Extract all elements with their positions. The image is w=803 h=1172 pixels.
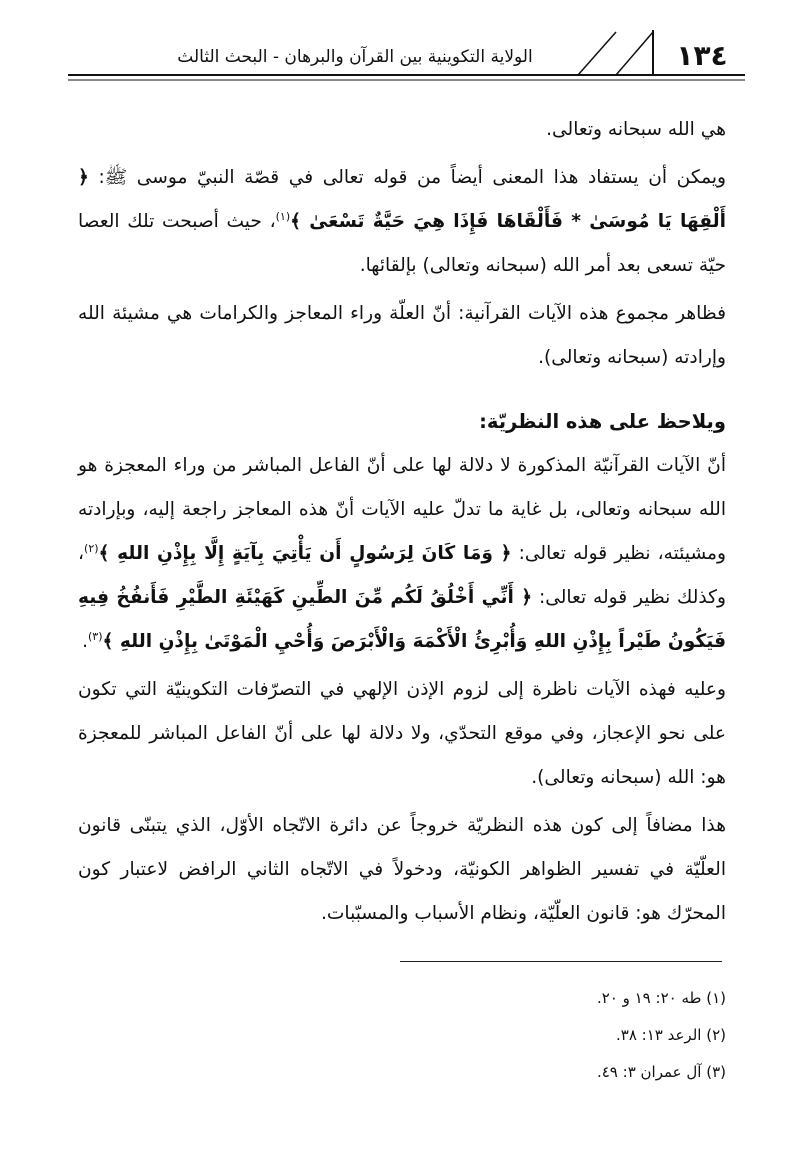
footnote-ref-2: (٢)	[84, 541, 99, 555]
paragraph-6: هذا مضافاً إلى كون هذه النظريّة خروجاً عن دائرة الاتّجاه الأوّل، الذي يتبنّى قانون العلّيّة في تفسير الظواهر الكونيّة، ودخولاً في الاتّجاه الثاني الرافض لاعتبار كون المحرّك هو: قانون العلّيّة، ونظام الأسباب والمسبّبات.	[78, 815, 726, 924]
page-header	[68, 30, 745, 96]
paragraph-2-intro: ويمكن أن يستفاد هذا المعنى أيضاً من قوله تعالى في قصّة النبيّ موسى ﷺ:	[98, 167, 726, 188]
footnote-1: (١) طه ٢٠: ١٩ و ٢٠.	[596, 989, 726, 1007]
running-title: الولاية التكوينية بين القرآن والبرهان - البحث الثالث	[177, 47, 533, 67]
footnote-ref-3: (٣)	[87, 629, 103, 643]
quran-verse-3: ﴿ أَنِّي أَخْلُقُ لَكُم مِّنَ الطِّينِ كَهَيْئَةِ الطَّيْرِ فَأَنفُخُ فِيهِ فَيَكُونُ طَيْراً بِإِذْنِ اللهِ وَأُبْرِئُ الْأَكْمَهَ وَالْأَبْرَصَ وَأُحْيِ الْمَوْتَىٰ بِإِذْنِ اللهِ ﴾	[78, 587, 726, 652]
footnote-3: (٣) آل عمران ٣: ٤٩.	[596, 1063, 726, 1081]
paragraph-3: فظاهر مجموع هذه الآيات القرآنية: أنّ العلّة وراء المعاجز والكرامات هي مشيئة الله وإرادته (سبحانه وتعالى).	[78, 303, 726, 368]
paragraph-4-middle: ، وكذلك نظير قوله تعالى:	[78, 543, 726, 608]
section-heading: ويلاحظ على هذه النظريّة:	[479, 410, 726, 433]
footnote-divider	[400, 961, 722, 962]
footnote-2: (٢) الرعد ١٣: ٣٨.	[615, 1026, 726, 1044]
footnote-ref-1: (١)	[275, 209, 291, 223]
paragraph-1: هي الله سبحانه وتعالى.	[546, 119, 726, 140]
page-number: ١٣٤	[676, 39, 728, 72]
paragraph-2-rest: ، حيث أصبحت تلك العصا حيّة تسعى بعد أمر الله (سبحانه وتعالى) بإلقائها.	[78, 211, 726, 276]
paragraph-4-intro: أنّ الآيات القرآنيّة المذكورة لا دلالة لها على أنّ الفاعل المباشر من وراء المعجزة هو الله سبحانه وتعالى، بل غاية ما تدلّ عليه الآيات أنّ هذه المعاجز راجعة إليه، وبإرادته ومشيئته، نظير قوله تعالى:	[78, 455, 726, 564]
main-text	[78, 108, 726, 936]
paragraph-4	[78, 444, 726, 664]
footnotes	[78, 980, 726, 1091]
paragraph-2	[78, 156, 726, 288]
paragraph-5: وعليه فهذه الآيات ناظرة إلى لزوم الإذن الإلهي في التصرّفات التكوينيّة التي تكون على نحو الإعجاز، وفي موقع التحدّي، ولا دلالة لها على أنّ الفاعل المباشر للمعجزة هو: الله (سبحانه وتعالى).	[78, 679, 726, 788]
quran-verse-2: ﴿ وَمَا كَانَ لِرَسُولٍ أَن يَأْتِيَ بِآيَةٍ إِلَّا بِإِذْنِ اللهِ ﴾	[98, 543, 512, 564]
paragraph-4-end: .	[82, 631, 88, 652]
quran-verse-1: ﴿ أَلْقِهَا يَا مُوسَىٰ * فَأَلْقَاهَا فَإِذَا هِيَ حَيَّةٌ تَسْعَىٰ ﴾	[78, 167, 726, 232]
